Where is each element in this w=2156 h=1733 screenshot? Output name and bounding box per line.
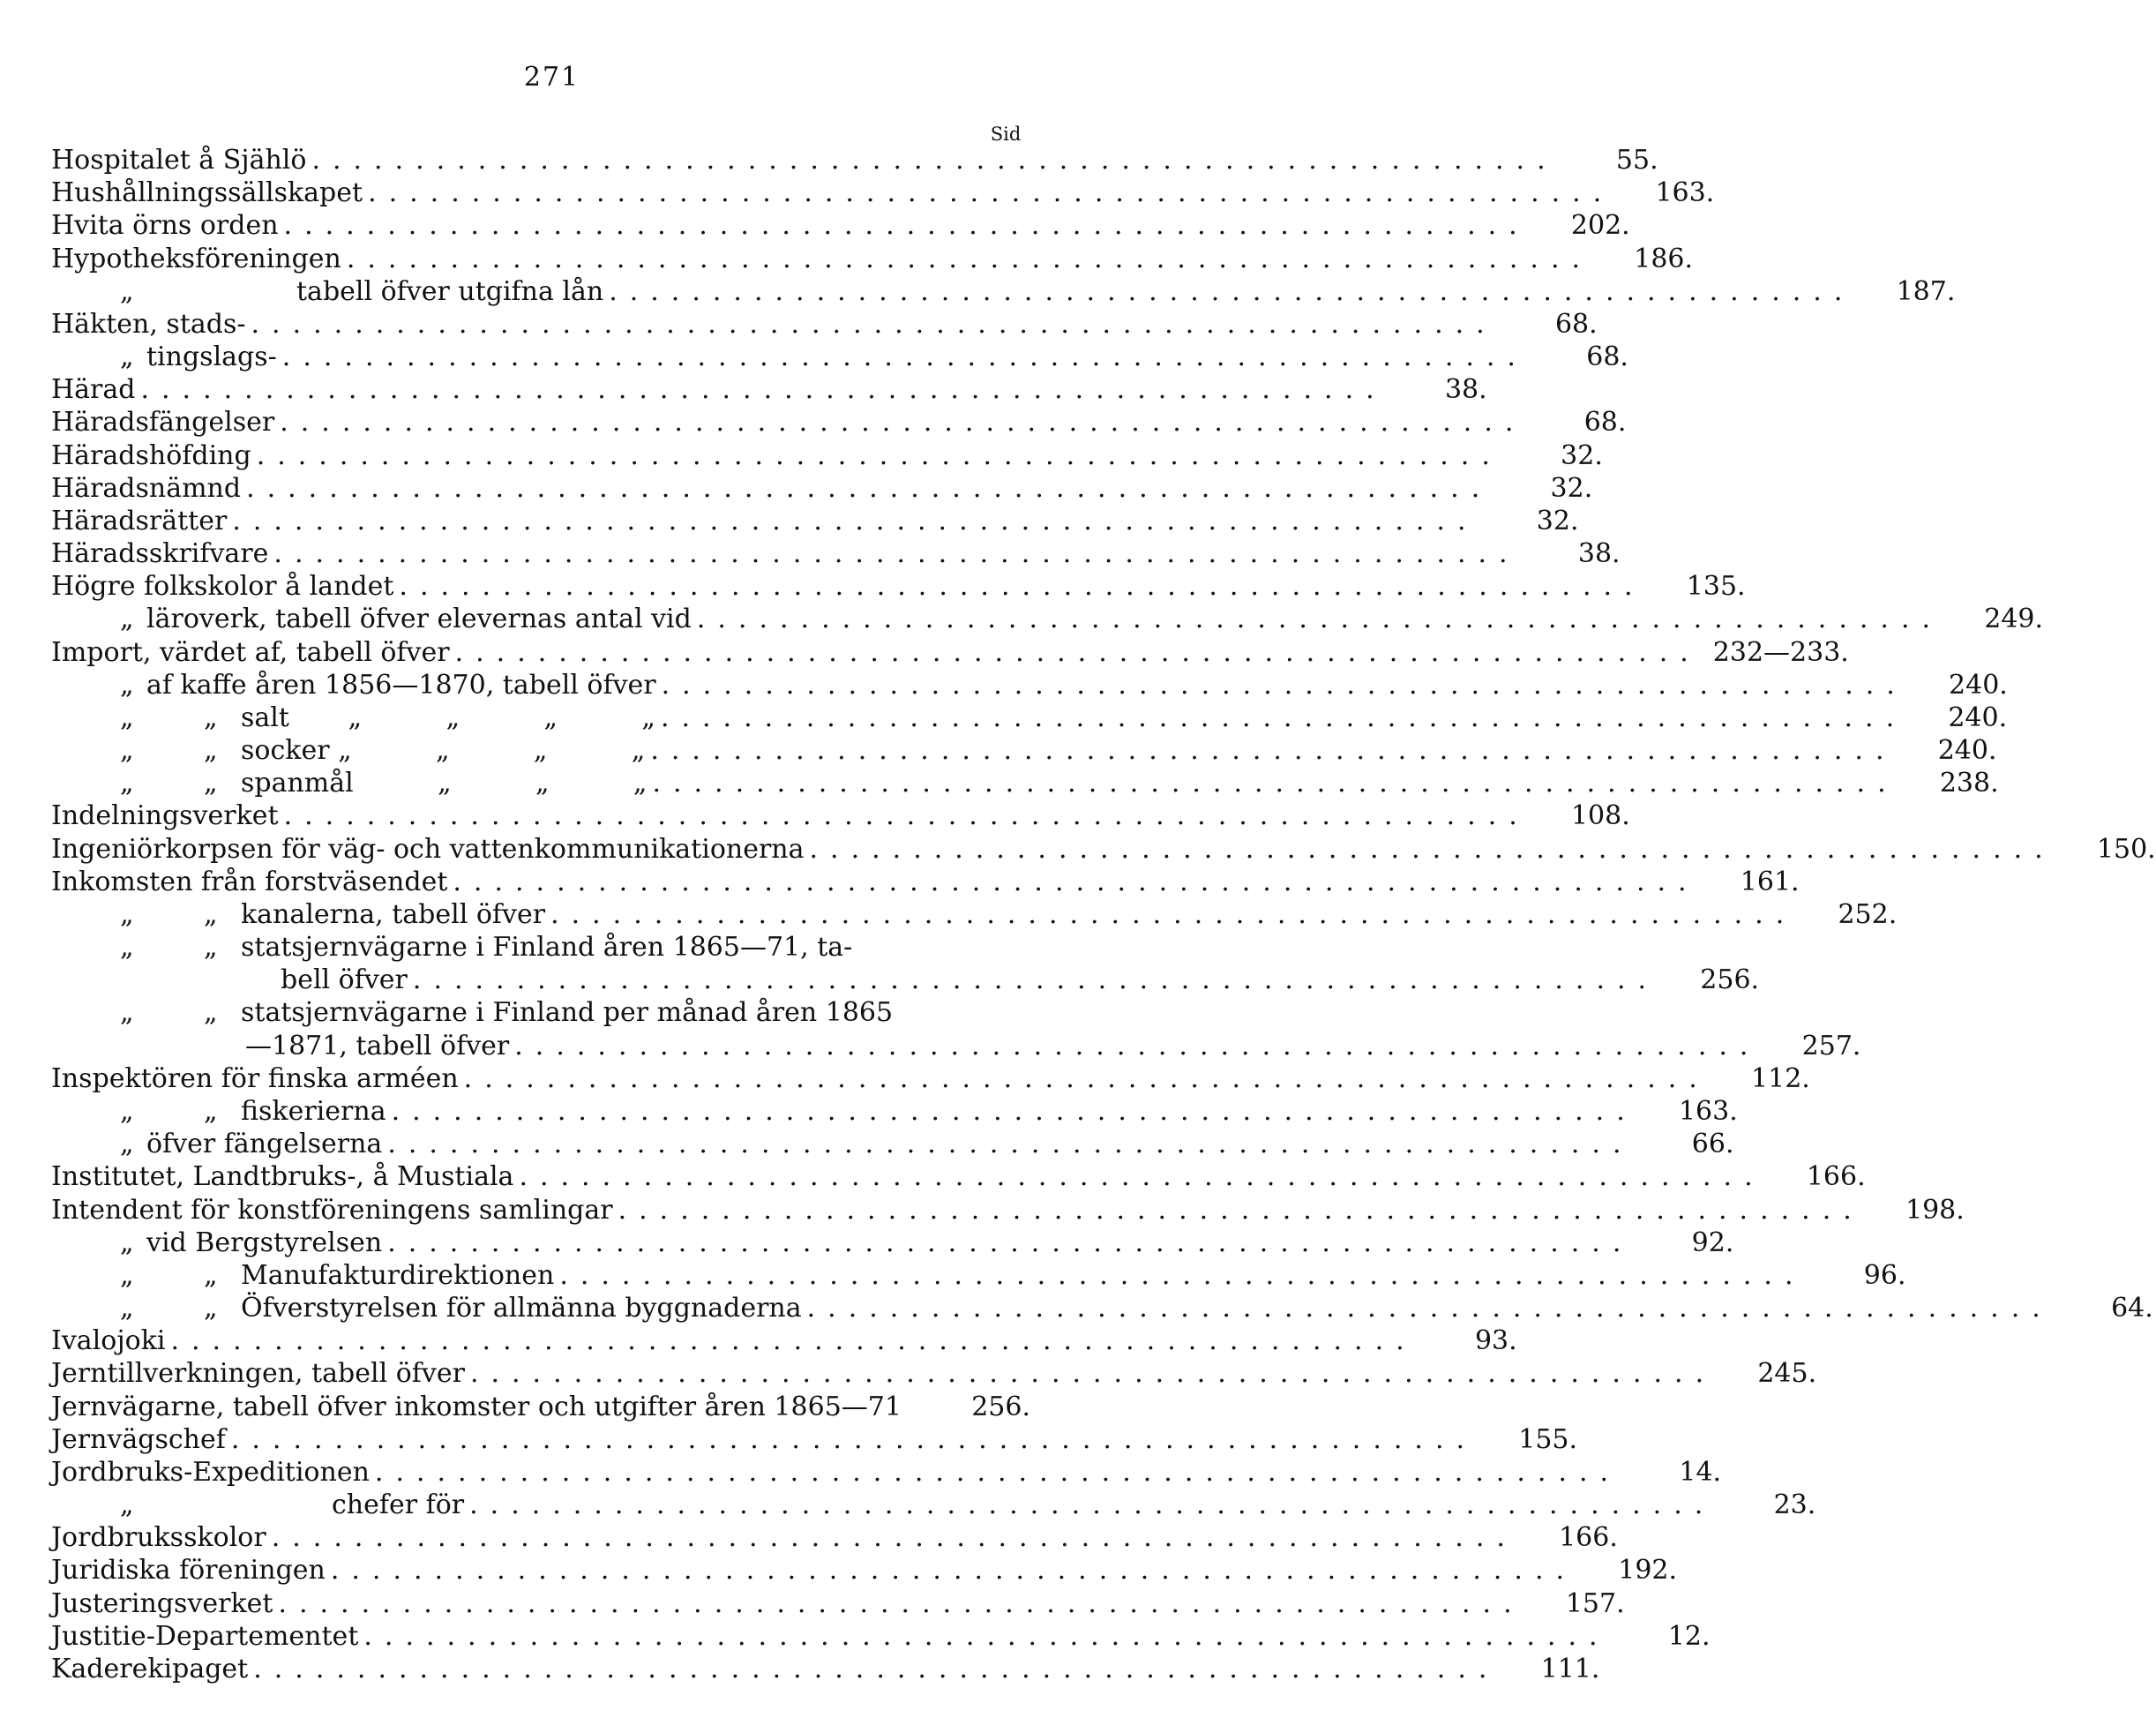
entry-page-number: 112. bbox=[1751, 1062, 1810, 1094]
dot-leader: ............................................................ bbox=[246, 472, 1493, 504]
entry-page-number: 192. bbox=[1618, 1555, 1678, 1587]
index-entry bbox=[51, 1653, 1600, 1685]
entry-label bbox=[51, 734, 645, 767]
index-entry bbox=[51, 669, 2008, 701]
ditto-mark: „ bbox=[120, 735, 134, 767]
dot-leader: ............................................................ bbox=[806, 1293, 2053, 1324]
index-entry bbox=[51, 1095, 1738, 1128]
entry-label bbox=[51, 799, 279, 832]
entry-text: Justitie-Departementet bbox=[51, 1620, 359, 1652]
entry-page-number: 187. bbox=[1896, 275, 1956, 307]
entry-label bbox=[51, 1521, 266, 1554]
dot-leader: ............................................................ bbox=[550, 898, 1797, 930]
entry-page-number: 249. bbox=[1984, 604, 2044, 635]
dot-leader: ............................................................ bbox=[454, 636, 1701, 668]
entry-text: Ingeniörkorpsen för väg- och vattenkommunikationerna bbox=[51, 833, 805, 865]
entry-page-number: 240. bbox=[1949, 669, 2008, 701]
entry-text: Hypotheksföreningen bbox=[51, 243, 341, 274]
entry-text: Härad bbox=[51, 374, 136, 406]
index-entry bbox=[51, 1521, 1618, 1554]
dot-leader: ............................................................ bbox=[387, 1129, 1634, 1160]
entry-text: Indelningsverket bbox=[51, 800, 279, 832]
entry-label bbox=[51, 537, 268, 570]
index-entry bbox=[51, 1587, 1625, 1620]
entry-label bbox=[51, 669, 656, 701]
dot-leader: ............................................................ bbox=[251, 308, 1497, 340]
entry-text: Justeringsverket bbox=[51, 1587, 273, 1619]
dot-leader: ............................................................ bbox=[283, 800, 1530, 832]
ditto-mark: „ bbox=[120, 604, 134, 635]
entry-label bbox=[51, 767, 647, 799]
dot-leader: ............................................................ bbox=[273, 538, 1520, 570]
index-entry bbox=[51, 341, 1628, 373]
entry-text: socker „ „ „ „ bbox=[241, 735, 646, 767]
index-entry bbox=[51, 964, 1760, 996]
ditto-mark: „ bbox=[204, 1293, 218, 1324]
entry-text: Häkten, stads- bbox=[51, 308, 246, 340]
page-column-header: Sid bbox=[990, 124, 1022, 145]
dot-leader: ............................................................ bbox=[391, 1095, 1637, 1127]
entry-label bbox=[51, 636, 450, 669]
index-entry bbox=[51, 308, 1598, 341]
entry-text: Manufakturdirektionen bbox=[241, 1259, 555, 1291]
entry-page-number: 198. bbox=[1905, 1194, 1965, 1226]
entry-text: tingslags- bbox=[146, 341, 277, 373]
entry-page-number: 256. bbox=[1700, 964, 1760, 996]
entry-text: Hospitalet å Sjählö bbox=[51, 145, 307, 176]
index-entry bbox=[51, 931, 1030, 964]
ditto-mark: „ bbox=[120, 1489, 134, 1521]
entry-page-number: 93. bbox=[1474, 1325, 1517, 1357]
dot-leader: ............................................................ bbox=[374, 1456, 1621, 1488]
entry-page-number: 38. bbox=[1444, 374, 1487, 406]
entry-label bbox=[51, 1259, 554, 1292]
entry-page-number: 240. bbox=[1937, 735, 1997, 767]
index-entry bbox=[51, 1160, 1866, 1193]
entry-text: Hushållningssällskapet bbox=[51, 177, 363, 209]
entry-label bbox=[51, 931, 852, 964]
dot-leader: ............................................................ bbox=[140, 374, 1387, 406]
entry-text: Jordbruks-Expeditionen bbox=[51, 1456, 370, 1488]
entry-text: Institutet, Landtbruks-, å Mustiala bbox=[51, 1161, 514, 1193]
entry-label bbox=[51, 570, 393, 603]
index-entry bbox=[51, 1324, 1517, 1357]
ditto-mark: „ bbox=[120, 768, 134, 799]
entry-label bbox=[51, 1160, 513, 1193]
page-number: 271 bbox=[523, 62, 580, 93]
entry-page-number: 38. bbox=[1577, 538, 1621, 570]
entry-label bbox=[51, 1587, 273, 1620]
entry-page-number: 161. bbox=[1740, 866, 1800, 897]
entry-page-number: 157. bbox=[1565, 1587, 1625, 1619]
index-entry bbox=[51, 144, 1658, 176]
entry-text: bell öfver bbox=[281, 964, 408, 996]
ditto-mark: „ bbox=[120, 1293, 134, 1324]
dot-leader: ............................................................ bbox=[346, 243, 1593, 274]
entry-text: statsjernvägarne i Finland åren 1865—71, ta- bbox=[241, 932, 853, 964]
entry-label bbox=[51, 1653, 248, 1685]
index-entry bbox=[51, 275, 1956, 308]
entry-text: Jordbruksskolor bbox=[51, 1522, 266, 1554]
ditto-mark: „ bbox=[204, 735, 218, 767]
dot-leader: ............................................................ bbox=[271, 1522, 1517, 1554]
dot-leader: ............................................................ bbox=[809, 833, 2055, 865]
index-entry bbox=[51, 1423, 1578, 1456]
dot-leader: ............................................................ bbox=[278, 1587, 1524, 1619]
entry-text: Inspektören för finska arméen bbox=[51, 1062, 459, 1094]
dot-leader: ............................................................ bbox=[469, 1358, 1717, 1390]
entry-page-number: 108. bbox=[1570, 800, 1630, 832]
dot-leader: ............................................................ bbox=[696, 604, 1943, 635]
ditto-mark: „ bbox=[120, 275, 134, 307]
entry-text: öfver fängelserna bbox=[146, 1129, 383, 1160]
index-entry bbox=[51, 1062, 1810, 1095]
entry-text: Intendent för konstföreningens samlingar bbox=[51, 1194, 613, 1226]
entry-text: Kaderekipaget bbox=[51, 1653, 249, 1684]
entry-text: Juridiska föreningen bbox=[51, 1555, 326, 1587]
entry-page-number: 32. bbox=[1561, 439, 1603, 471]
dot-leader: ............................................................ bbox=[463, 1062, 1710, 1094]
entry-text: spanmål „ „ „ bbox=[241, 768, 648, 799]
dot-leader: ............................................................ bbox=[283, 210, 1530, 242]
entry-page-number: 245. bbox=[1757, 1358, 1817, 1390]
entry-label bbox=[51, 406, 274, 439]
dot-leader: ............................................................ bbox=[281, 341, 1528, 373]
entry-page-number: 66. bbox=[1691, 1129, 1734, 1160]
index-entry bbox=[51, 1456, 1722, 1489]
entry-text: salt „ „ „ „ bbox=[241, 701, 655, 733]
entry-label bbox=[51, 1554, 326, 1587]
entry-label bbox=[51, 275, 603, 308]
entry-label bbox=[51, 1128, 382, 1160]
entry-text: Öfverstyrelsen för allmänna byggnaderna bbox=[241, 1293, 802, 1324]
entry-page-number: 155. bbox=[1518, 1423, 1578, 1455]
ditto-mark: „ bbox=[204, 768, 218, 799]
entry-text: af kaffe åren 1856—1870, tabell öfver bbox=[146, 669, 656, 701]
dot-leader: ............................................................ bbox=[453, 866, 1699, 897]
entry-label bbox=[51, 1620, 358, 1653]
dot-leader: ............................................................ bbox=[387, 1227, 1634, 1258]
entry-page-number: 12. bbox=[1667, 1620, 1711, 1652]
dot-leader: ............................................................ bbox=[519, 1161, 1765, 1193]
entry-text: statsjernvägarne i Finland per månad åren 1865 bbox=[241, 997, 894, 1029]
entry-label bbox=[51, 472, 241, 505]
entry-label bbox=[51, 1292, 802, 1324]
entry-page-number: 68. bbox=[1583, 407, 1627, 439]
index-entry bbox=[51, 701, 2008, 734]
dot-leader: ............................................................ bbox=[609, 275, 1855, 307]
index-entry bbox=[51, 1554, 1678, 1587]
entry-text: chefer för bbox=[332, 1489, 465, 1521]
entry-label bbox=[51, 996, 893, 1029]
ditto-mark: „ bbox=[120, 1259, 134, 1291]
ditto-mark: „ bbox=[204, 997, 218, 1029]
index-entry bbox=[51, 373, 1487, 406]
entry-text: Häradsnämnd bbox=[51, 472, 242, 504]
index-entry bbox=[51, 1128, 1734, 1160]
index-entry bbox=[51, 767, 1999, 799]
entry-page-number: 14. bbox=[1679, 1456, 1722, 1488]
entry-label bbox=[51, 1391, 902, 1423]
entry-text: Hvita örns orden bbox=[51, 210, 279, 242]
index-entry bbox=[51, 1391, 1030, 1423]
index-entry bbox=[51, 209, 1630, 242]
entry-text: Jernvägschef bbox=[51, 1423, 226, 1455]
index-entry bbox=[51, 1030, 1861, 1062]
dot-leader: ............................................................ bbox=[363, 1620, 1610, 1652]
index-entry bbox=[51, 1194, 1965, 1227]
dot-leader: ............................................................ bbox=[280, 407, 1526, 439]
ditto-mark: „ bbox=[120, 932, 134, 964]
entry-label bbox=[51, 144, 306, 176]
entry-label bbox=[51, 505, 227, 537]
entry-page-number: 232—233. bbox=[1712, 636, 1849, 668]
entry-text: fiskerierna bbox=[241, 1095, 386, 1127]
ditto-mark: „ bbox=[120, 997, 134, 1029]
index-entry bbox=[51, 570, 1746, 603]
index-entry bbox=[51, 176, 1715, 209]
dot-leader: ............................................................ bbox=[652, 768, 1898, 799]
dot-leader: ............................................................ bbox=[170, 1325, 1417, 1357]
dot-leader: ............................................................ bbox=[650, 735, 1897, 767]
entry-page-number: 55. bbox=[1615, 145, 1658, 176]
entry-text: Ivalojoki bbox=[51, 1325, 166, 1357]
ditto-mark: „ bbox=[120, 1095, 134, 1127]
index-entry bbox=[51, 996, 1030, 1029]
entry-label bbox=[51, 439, 251, 472]
entry-text: Import, värdet af, tabell öfver bbox=[51, 636, 450, 668]
entry-page-number: 68. bbox=[1586, 341, 1628, 373]
index-entry bbox=[51, 1489, 1816, 1521]
entry-label bbox=[51, 603, 692, 635]
entry-page-number: 166. bbox=[1559, 1522, 1618, 1554]
entry-page-number: 150. bbox=[2096, 833, 2156, 865]
entry-text: kanalerna, tabell öfver bbox=[241, 898, 546, 930]
entry-label bbox=[51, 1227, 382, 1259]
entry-text: Inkomsten från forstväsendet bbox=[51, 866, 448, 897]
dot-leader: ............................................................ bbox=[368, 177, 1614, 209]
entry-page-number: 256. bbox=[971, 1391, 1030, 1422]
dot-leader: ............................................................ bbox=[412, 964, 1659, 996]
ditto-mark: „ bbox=[204, 701, 218, 733]
entry-page-number: 23. bbox=[1773, 1489, 1816, 1521]
entry-label bbox=[51, 701, 655, 734]
entry-label bbox=[51, 1194, 613, 1227]
entry-page-number: 68. bbox=[1554, 308, 1598, 340]
entry-page-number: 32. bbox=[1550, 472, 1593, 504]
dot-leader: ............................................................ bbox=[399, 571, 1645, 603]
entry-text: Häradsrätter bbox=[51, 505, 228, 536]
entry-page-number: 252. bbox=[1838, 898, 1898, 930]
dot-leader: ............................................................ bbox=[469, 1489, 1716, 1521]
entry-label bbox=[51, 209, 279, 242]
entry-page-number: 186. bbox=[1634, 243, 1694, 274]
ditto-mark: „ bbox=[204, 932, 218, 964]
dot-leader: ............................................................ bbox=[256, 439, 1502, 471]
dot-leader: ............................................................ bbox=[311, 145, 1558, 176]
index-entry bbox=[51, 866, 1800, 898]
entry-text: Häradshöfding bbox=[51, 439, 251, 471]
index-entry bbox=[51, 833, 2156, 866]
dot-leader: ............................................................ bbox=[660, 701, 1907, 733]
entry-page-number: 240. bbox=[1948, 701, 2008, 733]
index-entry bbox=[51, 1227, 1734, 1259]
index-entry bbox=[51, 1259, 1906, 1292]
index-entry bbox=[51, 439, 1603, 472]
entry-label bbox=[51, 1456, 370, 1489]
dot-leader: ............................................................ bbox=[330, 1555, 1577, 1587]
entry-text: tabell öfver utgifna lån bbox=[296, 275, 604, 307]
entry-page-number: 111. bbox=[1540, 1653, 1600, 1684]
dot-leader: ............................................................ bbox=[618, 1194, 1864, 1226]
entry-label bbox=[51, 1062, 459, 1095]
ditto-mark: „ bbox=[120, 1227, 134, 1258]
dot-leader: ............................................................ bbox=[253, 1653, 1500, 1684]
entry-label bbox=[51, 308, 246, 341]
entry-label bbox=[51, 833, 805, 866]
entry-label bbox=[51, 1030, 509, 1062]
entry-label bbox=[51, 1357, 465, 1390]
index-entry bbox=[51, 1357, 1817, 1390]
entry-text: läroverk, tabell öfver elevernas antal vid bbox=[146, 604, 692, 635]
entry-text: Häradsfängelser bbox=[51, 407, 275, 439]
index-entry bbox=[51, 799, 1630, 832]
entry-text: Häradsskrifvare bbox=[51, 538, 269, 570]
entry-page-number: 32. bbox=[1536, 505, 1579, 536]
ditto-mark: „ bbox=[120, 701, 134, 733]
entry-text: Högre folkskolor å landet bbox=[51, 571, 394, 603]
entry-label bbox=[51, 866, 447, 898]
entry-page-number: 92. bbox=[1691, 1227, 1734, 1258]
entry-text: Jerntillverkningen, tabell öfver bbox=[51, 1358, 465, 1390]
entry-page-number: 135. bbox=[1686, 571, 1746, 603]
ditto-mark: „ bbox=[120, 898, 134, 930]
ditto-mark: „ bbox=[120, 669, 134, 701]
index-list bbox=[51, 144, 2156, 1685]
dot-leader: ............................................................ bbox=[661, 669, 1907, 701]
entry-page-number: 238. bbox=[1939, 768, 1999, 799]
index-entry bbox=[51, 898, 1898, 931]
entry-label bbox=[51, 243, 341, 275]
entry-label bbox=[51, 373, 135, 406]
entry-page-number: 96. bbox=[1863, 1259, 1906, 1291]
entry-text: vid Bergstyrelsen bbox=[146, 1227, 383, 1258]
entry-page-number: 163. bbox=[1678, 1095, 1738, 1127]
ditto-mark: „ bbox=[204, 1095, 218, 1127]
entry-page-number: 257. bbox=[1801, 1030, 1861, 1062]
index-entry bbox=[51, 505, 1579, 537]
entry-label bbox=[51, 1095, 386, 1128]
index-entry bbox=[51, 406, 1627, 439]
ditto-mark: „ bbox=[120, 341, 134, 373]
entry-page-number: 64. bbox=[2111, 1293, 2153, 1324]
dot-leader: ............................................................ bbox=[232, 505, 1479, 536]
entry-page-number: 166. bbox=[1806, 1161, 1866, 1193]
dot-leader: ............................................................ bbox=[514, 1030, 1761, 1062]
entry-label bbox=[51, 1423, 226, 1456]
index-entry bbox=[51, 472, 1593, 505]
entry-page-number: 202. bbox=[1570, 210, 1630, 242]
index-entry bbox=[51, 1292, 2153, 1324]
entry-text: Jernvägarne, tabell öfver inkomster och utgifter åren 1865—71 bbox=[51, 1391, 902, 1422]
entry-label bbox=[51, 341, 277, 373]
dot-leader: ............................................................ bbox=[230, 1423, 1478, 1455]
ditto-mark: „ bbox=[204, 898, 218, 930]
dot-leader: ............................................................ bbox=[559, 1259, 1806, 1291]
entry-label bbox=[51, 964, 408, 996]
entry-label bbox=[51, 1489, 464, 1521]
index-entry bbox=[51, 734, 1997, 767]
entry-page-number: 163. bbox=[1655, 177, 1715, 209]
entry-text: —1871, tabell öfver bbox=[245, 1030, 510, 1062]
ditto-mark: „ bbox=[204, 1259, 218, 1291]
ditto-mark: „ bbox=[120, 1129, 134, 1160]
entry-label bbox=[51, 898, 545, 931]
entry-label bbox=[51, 176, 363, 209]
index-entry bbox=[51, 243, 1694, 275]
index-entry bbox=[51, 636, 1849, 669]
index-entry bbox=[51, 537, 1621, 570]
index-entry bbox=[51, 1620, 1711, 1653]
index-entry bbox=[51, 603, 2044, 635]
entry-label bbox=[51, 1324, 165, 1357]
